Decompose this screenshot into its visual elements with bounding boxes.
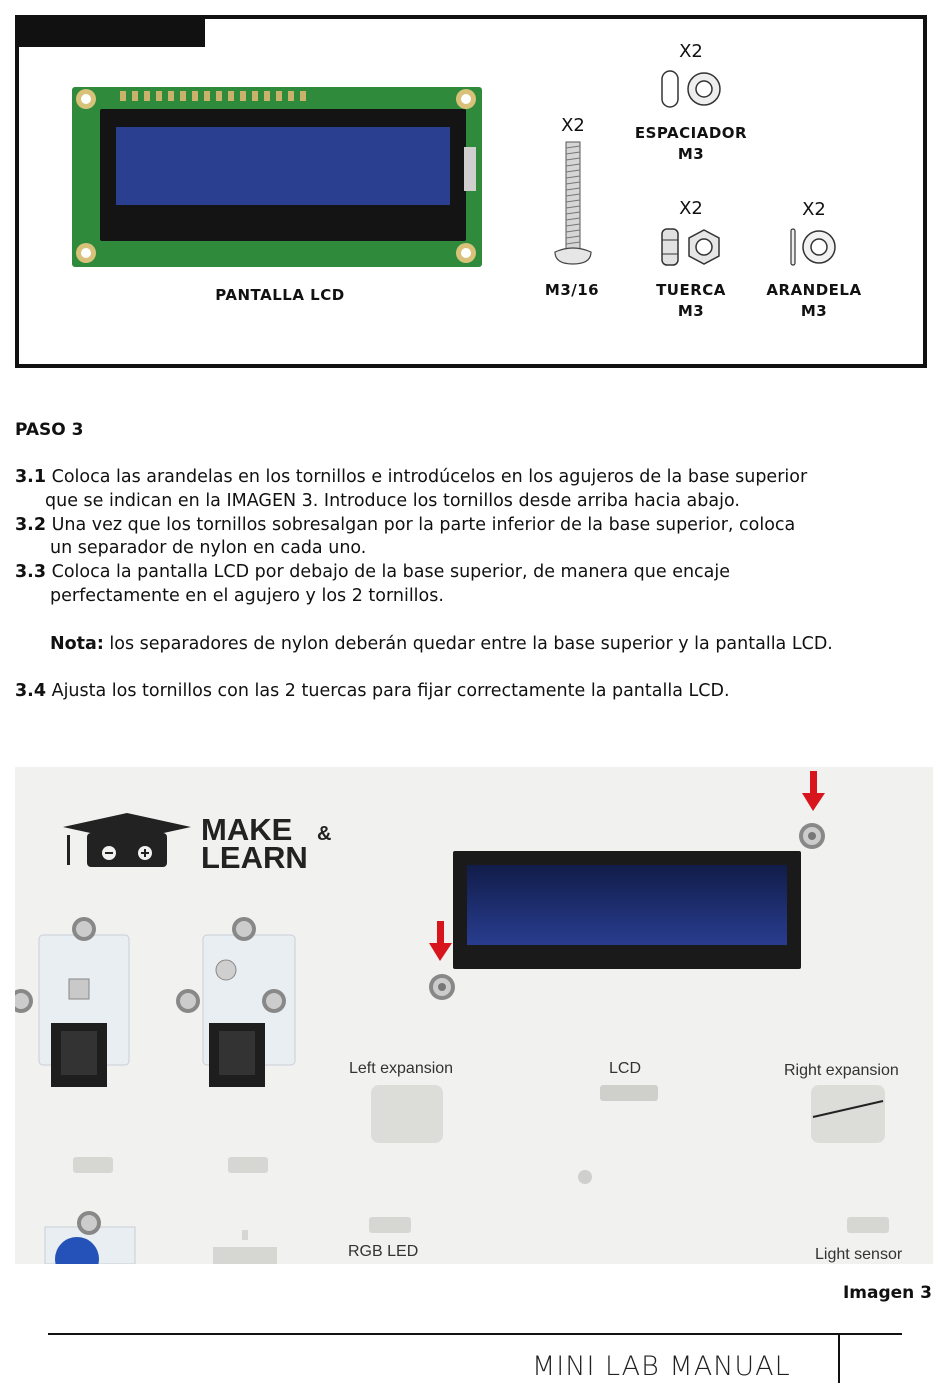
footer-divider: [838, 1333, 840, 1383]
light-sensor-label: Light sensor: [815, 1246, 903, 1263]
step-3-3-number: 3.3: [15, 562, 47, 583]
step-3-2-text-a: Una vez que los tornillos sobresalgan por la parte inferior de la base superior, coloca: [51, 514, 796, 535]
spacer-icon: [660, 68, 724, 110]
lcd-module-image: [72, 87, 482, 269]
nut-label-line2: M3: [677, 302, 705, 320]
note: [15, 633, 935, 657]
logo-make: MAKE: [201, 812, 293, 847]
right-expansion-label: Right expansion: [784, 1062, 899, 1079]
board-screw-left: [429, 974, 455, 1000]
note-text: los separadores de nylon deberán quedar entre la base superior y la pantalla LCD.: [109, 633, 833, 654]
footer-title: MINI LAB MANUAL: [532, 1351, 791, 1382]
nut-icon: [660, 226, 724, 268]
step-3-4-number: 3.4: [15, 681, 47, 702]
note-label: Nota:: [50, 633, 104, 654]
screw-icon: [553, 140, 593, 268]
step-3-2: [15, 514, 935, 538]
step-3-2-number: 3.2: [15, 514, 47, 535]
logo-learn: LEARN: [201, 840, 308, 875]
header-tab: [19, 19, 205, 47]
spacer-qty: X2: [679, 41, 703, 62]
spacer-label-line2: M3: [677, 145, 705, 163]
spacer-label: [616, 123, 766, 165]
rgb-led-label: RGB LED: [348, 1243, 419, 1260]
lcd-label: PANTALLA LCD: [215, 286, 345, 304]
board-photo: [15, 767, 933, 1264]
step-3-4: [15, 680, 935, 704]
step-3-1: [15, 466, 935, 490]
nut-qty: X2: [679, 198, 703, 219]
washer-label-line1: ARANDELA: [766, 281, 862, 299]
step-3-2-cont: un separador de nylon en cada uno.: [50, 538, 367, 559]
step-title: PASO 3: [15, 420, 84, 440]
logo-ampersand: &: [317, 823, 332, 845]
washer-label-line2: M3: [800, 302, 828, 320]
step-3-3: [15, 561, 935, 585]
step-3-3-cont: perfectamente en el agujero y los 2 tornillos.: [50, 585, 444, 606]
board-screw-right: [799, 823, 825, 849]
washer-qty: X2: [802, 199, 826, 220]
lcd-board-label: LCD: [609, 1060, 642, 1077]
step-instructions: [15, 466, 935, 704]
screw-qty: X2: [561, 115, 585, 136]
left-expansion-label: Left expansion: [349, 1060, 454, 1077]
washer-label: [739, 280, 889, 322]
image-caption: Imagen 3: [842, 1283, 932, 1303]
nut-label-line1: TUERCA: [656, 281, 726, 299]
step-3-3-text-a: Coloca la pantalla LCD por debajo de la base superior, de manera que encaje: [51, 562, 731, 583]
footer-rule: [48, 1333, 902, 1335]
step-3-1-text-a: Coloca las arandelas en los tornillos e introdúcelos en los agujeros de la base superior: [51, 467, 808, 487]
step-3-1-number: 3.1: [15, 467, 47, 487]
washer-icon: [788, 226, 840, 268]
screw-label: M3/16: [544, 281, 600, 299]
step-3-4-text: Ajusta los tornillos con las 2 tuercas para fijar correctamente la pantalla LCD.: [51, 681, 730, 702]
spacer-label-line1: ESPACIADOR: [634, 124, 748, 142]
step-3-1-cont: que se indican en la IMAGEN 3. Introduce los tornillos desde arriba hacia abajo.: [45, 490, 740, 511]
